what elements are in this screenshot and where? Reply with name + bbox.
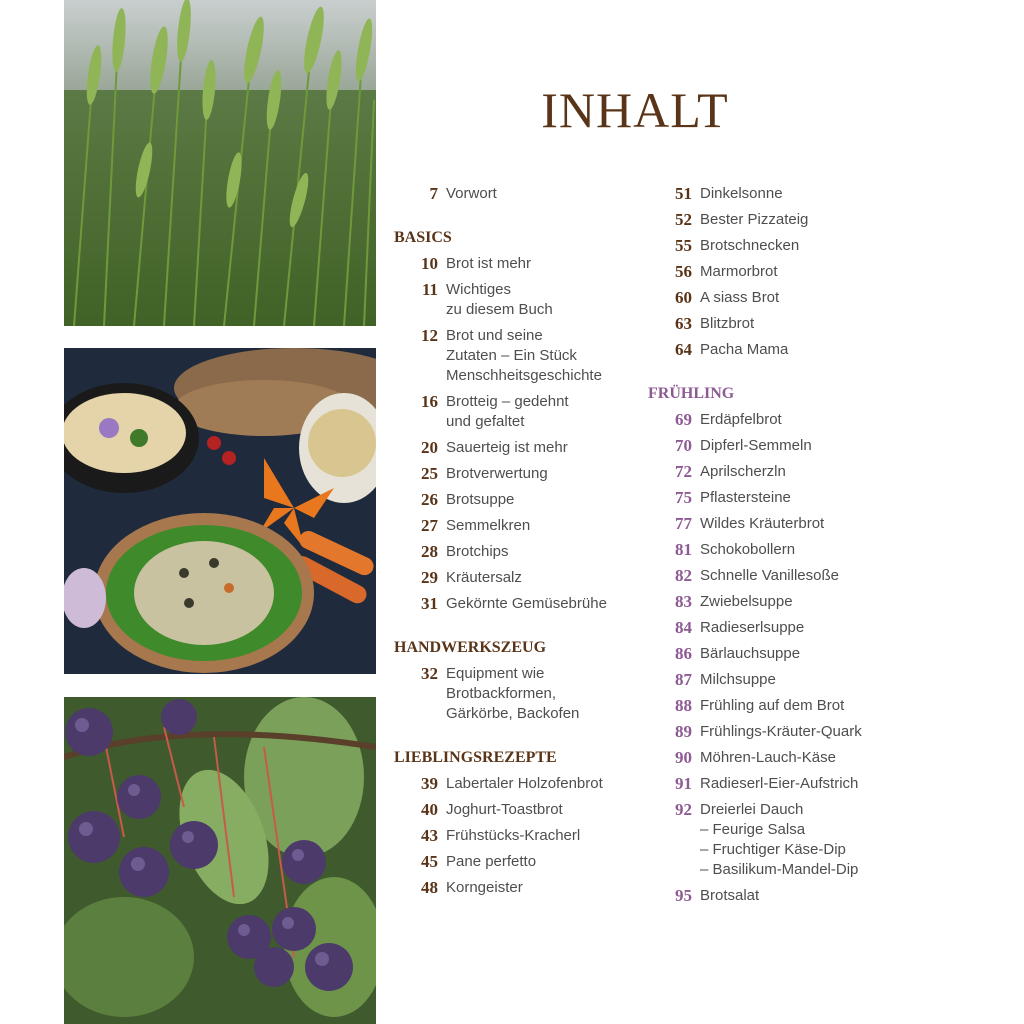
toc-entry bbox=[394, 774, 644, 794]
toc-section bbox=[648, 184, 928, 360]
toc-entry bbox=[648, 184, 928, 204]
toc-entry bbox=[394, 878, 644, 898]
entry-title: Milchsuppe bbox=[700, 671, 776, 688]
toc-entry bbox=[394, 568, 644, 588]
entry-title: Joghurt-Toastbrot bbox=[446, 801, 563, 818]
entry-title: Korngeister bbox=[446, 879, 523, 896]
toc-entry bbox=[648, 886, 928, 906]
page-number: 55 bbox=[675, 236, 692, 255]
toc-entry bbox=[394, 826, 644, 846]
entry-title: Brotsuppe bbox=[446, 491, 515, 508]
photo-berries bbox=[64, 697, 376, 1024]
page-number: 87 bbox=[675, 670, 692, 689]
page-number: 31 bbox=[421, 594, 438, 613]
toc-entry bbox=[394, 392, 644, 432]
page-number: 11 bbox=[421, 280, 438, 299]
page-number: 91 bbox=[675, 774, 692, 793]
photo-wheat-field bbox=[64, 0, 376, 326]
page-number: 39 bbox=[421, 774, 438, 793]
page-number: 95 bbox=[675, 886, 692, 905]
entry-title: Brot ist mehr bbox=[446, 255, 532, 272]
page-number: 52 bbox=[675, 210, 692, 229]
page-number: 40 bbox=[421, 800, 438, 819]
entry-title: Schnelle Vanillesoße bbox=[700, 567, 839, 584]
page-number: 81 bbox=[675, 540, 692, 559]
page-number: 63 bbox=[675, 314, 692, 333]
toc-entry bbox=[648, 288, 928, 308]
page-number: 75 bbox=[675, 488, 692, 507]
entry-title: Brotverwertung bbox=[446, 465, 548, 482]
toc-entry bbox=[394, 594, 644, 614]
toc-entry bbox=[648, 514, 928, 534]
toc-entry bbox=[648, 236, 928, 256]
toc-entry bbox=[394, 280, 644, 320]
toc-entry bbox=[648, 696, 928, 716]
toc-entry bbox=[648, 436, 928, 456]
entry-title: Labertaler Holzofenbrot bbox=[446, 775, 603, 792]
page-number: 69 bbox=[675, 410, 692, 429]
entry-title: Wichtiges zu diesem Buch bbox=[446, 281, 553, 318]
entry-title: Möhren-Lauch-Käse bbox=[700, 749, 836, 766]
entry-title: Kräutersalz bbox=[446, 569, 522, 586]
toc-section bbox=[394, 184, 644, 204]
toc-entry bbox=[648, 592, 928, 612]
entry-title: Bester Pizzateig bbox=[700, 211, 809, 228]
entry-title: Brotchips bbox=[446, 543, 509, 560]
section-heading: LIEBLINGSREZEPTE bbox=[394, 749, 557, 766]
entry-title: Frühlings-Kräuter-Quark bbox=[700, 723, 862, 740]
toc-entry bbox=[648, 774, 928, 794]
page-number: 70 bbox=[675, 436, 692, 455]
entry-title: Radieserlsuppe bbox=[700, 619, 805, 636]
entry-title: Brotschnecken bbox=[700, 237, 800, 254]
page-number: 20 bbox=[421, 438, 438, 457]
page-number: 51 bbox=[675, 184, 692, 203]
entry-title: Radieserl-Eier-Aufstrich bbox=[700, 775, 859, 792]
entry-title: Vorwort bbox=[446, 185, 497, 202]
entry-title: Schokobollern bbox=[700, 541, 796, 558]
page-title: INHALT bbox=[541, 82, 729, 138]
toc-entry bbox=[648, 748, 928, 768]
page-number: 32 bbox=[421, 664, 438, 683]
wheat-field-image bbox=[64, 0, 376, 326]
page-number: 89 bbox=[675, 722, 692, 741]
entry-title: Semmelkren bbox=[446, 517, 531, 534]
toc-entry bbox=[394, 254, 644, 274]
entry-title: Bärlauchsuppe bbox=[700, 645, 801, 662]
entry-title: A siass Brot bbox=[700, 289, 780, 306]
page-number: 28 bbox=[421, 542, 438, 561]
entry-title: Brotteig – gedehnt und gefaltet bbox=[446, 393, 569, 430]
toc-section bbox=[648, 384, 928, 906]
toc-entry bbox=[394, 542, 644, 562]
toc-entry bbox=[394, 516, 644, 536]
entry-title: Wildes Kräuterbrot bbox=[700, 515, 825, 532]
toc-entry bbox=[394, 326, 644, 386]
toc-entry bbox=[648, 210, 928, 230]
toc-entry bbox=[648, 410, 928, 430]
toc-entry bbox=[648, 722, 928, 742]
entry-title: Zwiebelsuppe bbox=[700, 593, 793, 610]
page-number: 7 bbox=[429, 184, 438, 203]
page-number: 72 bbox=[675, 462, 692, 481]
page-number: 56 bbox=[675, 262, 692, 281]
entry-title: Gekörnte Gemüsebrühe bbox=[446, 595, 607, 612]
toc-entry bbox=[648, 618, 928, 638]
toc-entry bbox=[394, 800, 644, 820]
toc-entry bbox=[394, 664, 644, 724]
toc-entry bbox=[648, 566, 928, 586]
bread-table-image bbox=[64, 348, 376, 674]
toc-entry bbox=[648, 488, 928, 508]
page-number: 43 bbox=[421, 826, 438, 845]
toc-entry bbox=[394, 852, 644, 872]
page-number: 64 bbox=[675, 340, 692, 359]
toc-section bbox=[394, 638, 644, 724]
toc-left-column bbox=[394, 184, 644, 904]
page-number: 82 bbox=[675, 566, 692, 585]
entry-title: Dinkelsonne bbox=[700, 185, 783, 202]
entry-title: Frühstücks-Kracherl bbox=[446, 827, 581, 844]
page-number: 16 bbox=[421, 392, 438, 411]
entry-title: Equipment wie Brotbackformen, Gärkörbe, Backofen bbox=[446, 665, 580, 722]
photo-bread-table bbox=[64, 348, 376, 674]
berries-image bbox=[64, 697, 376, 1024]
toc-right-column bbox=[648, 184, 928, 912]
entry-title: Frühling auf dem Brot bbox=[700, 697, 845, 714]
entry-title: Blitzbrot bbox=[700, 315, 755, 332]
entry-title: Dipferl-Semmeln bbox=[700, 437, 812, 454]
page-number: 92 bbox=[675, 800, 692, 819]
section-heading: HANDWERKSZEUG bbox=[394, 639, 547, 656]
page-number: 88 bbox=[675, 696, 692, 715]
toc-entry bbox=[394, 184, 644, 204]
toc-section bbox=[394, 748, 644, 898]
page-number: 86 bbox=[675, 644, 692, 663]
page-number: 10 bbox=[421, 254, 438, 273]
toc-entry bbox=[648, 340, 928, 360]
entry-title: Pane perfetto bbox=[446, 853, 537, 870]
page-number: 27 bbox=[421, 516, 438, 535]
entry-title: Erdäpfelbrot bbox=[700, 411, 782, 428]
toc-section bbox=[394, 228, 644, 614]
page-number: 60 bbox=[675, 288, 692, 307]
section-heading: FRÜHLING bbox=[648, 385, 735, 402]
entry-title: Sauerteig ist mehr bbox=[446, 439, 568, 456]
entry-title: Pflastersteine bbox=[700, 489, 791, 506]
page-number: 25 bbox=[421, 464, 438, 483]
toc-entry bbox=[394, 438, 644, 458]
entry-title: Dreierlei Dauch – Feurige Salsa – Fruchtiger Käse-Dip – Basilikum-Mandel-Dip bbox=[700, 801, 859, 878]
page-number: 83 bbox=[675, 592, 692, 611]
section-heading: BASICS bbox=[394, 229, 452, 246]
toc-entry bbox=[648, 644, 928, 664]
entry-title: Aprilscherzln bbox=[700, 463, 786, 480]
page-number: 90 bbox=[675, 748, 692, 767]
page-number: 12 bbox=[421, 326, 438, 345]
toc-entry bbox=[648, 540, 928, 560]
toc-entry bbox=[648, 670, 928, 690]
page-number: 26 bbox=[421, 490, 438, 509]
page-number: 45 bbox=[421, 852, 438, 871]
entry-title: Brotsalat bbox=[700, 887, 760, 904]
entry-title: Pacha Mama bbox=[700, 341, 789, 358]
entry-title: Brot und seine Zutaten – Ein Stück Menschheitsgeschichte bbox=[446, 327, 602, 384]
toc-entry bbox=[648, 262, 928, 282]
page-number: 77 bbox=[675, 514, 692, 533]
entry-title: Marmorbrot bbox=[700, 263, 778, 280]
page-number: 84 bbox=[675, 618, 692, 637]
toc-entry bbox=[394, 490, 644, 510]
toc-entry bbox=[648, 462, 928, 482]
toc-entry bbox=[394, 464, 644, 484]
toc-entry bbox=[648, 800, 928, 880]
page-number: 48 bbox=[421, 878, 438, 897]
page-number: 29 bbox=[421, 568, 438, 587]
toc-entry bbox=[648, 314, 928, 334]
